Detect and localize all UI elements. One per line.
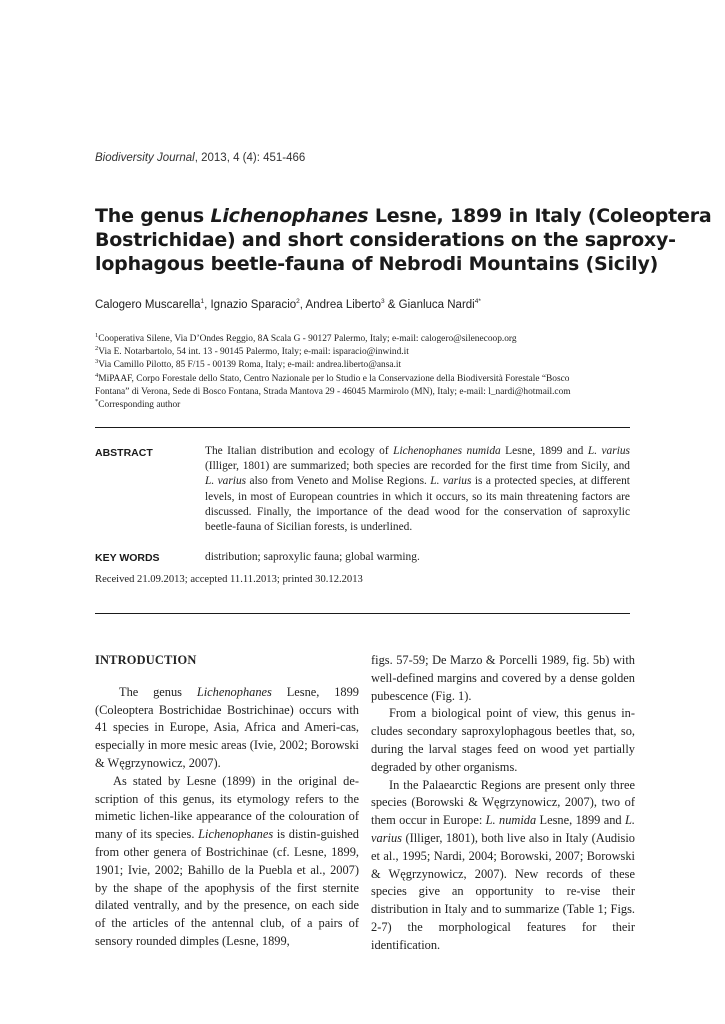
title-part: The genus (95, 205, 211, 227)
affiliation (95, 386, 640, 399)
species-name: L. varius (205, 475, 247, 488)
species-name: Lichenophanes numida (393, 445, 501, 457)
paragraph (371, 777, 635, 955)
paragraph (95, 773, 359, 951)
affil-text: Via Camillo Pilotto, 85 F/15 - 00139 Roma, Italy; e-mail: andrea.liberto@ansa.it (98, 360, 402, 371)
affil-mark: 1 (95, 331, 99, 339)
column-left (95, 652, 359, 951)
received-dates: Received 21.09.2013; accepted 11.11.2013; printed 30.12.2013 (95, 574, 363, 585)
affil-text: MiPAAF, Corpo Forestale dello Stato, Centro Nazionale per lo Studio e la Conservazione della Biodiversità Forestale “Bosco (98, 373, 570, 384)
affiliation (95, 373, 640, 386)
abstract-label: ABSTRACT (95, 447, 153, 459)
author-affil-mark: 3 (380, 298, 385, 306)
affil-mark: * (95, 397, 99, 405)
title-part: Lesne, 1899 in Italy (Coleoptera (368, 205, 712, 227)
title-line-3: lophagous beetle-fauna of Nebrodi Mountains (Sicily) (95, 253, 659, 275)
affiliation (95, 333, 640, 346)
author-list (95, 299, 481, 311)
affil-text: Corresponding author (98, 400, 181, 411)
species-name: L. varius (371, 813, 636, 845)
affil-mark: 4 (95, 371, 99, 379)
journal-volume: , 2013, 4 (4): 451-466 (194, 152, 306, 164)
species-name: L. numida (485, 813, 537, 828)
abstract-part: also from Veneto and Molise Regions. (246, 475, 431, 488)
abstract-part: The Italian distribution and ecology of (205, 445, 394, 457)
paragraph: figs. 57-59; De Marzo & Porcelli 1989, fig. 5b) with well-defined margins and covered by a dense golden pubescence (Fig. 1). (371, 653, 635, 703)
journal-citation (95, 152, 305, 164)
author: & Gianluca Nardi (384, 299, 475, 311)
affil-text: Cooperativa Silene, Via D’Ondes Reggio, 8A Scala G - 90127 Palermo, Italy; e-mail: calogero@silenecoop.org (98, 334, 517, 344)
species-name: L. varius (430, 475, 472, 488)
journal-name: Biodiversity Journal (95, 152, 195, 164)
paragraph (95, 684, 359, 773)
affil-text: Via E. Notarbartolo, 54 int. 13 - 90145 Palermo, Italy; e-mail: isparacio@inwind.it (98, 347, 409, 358)
text-part: The genus (119, 684, 197, 699)
affiliations (95, 333, 640, 412)
author: , Ignazio Sparacio (204, 299, 297, 311)
text-part: As stated by Lesne (1899) in the original de-scription of this genus, its etymology refers to the mimetic lichen-like appearance of the colouration of many of its species. (95, 773, 359, 842)
text-part: Lesne, 1899 and (536, 813, 626, 828)
author-affil-mark: 2 (296, 298, 300, 306)
abstract-text (205, 444, 630, 535)
corresponding-author-note (95, 399, 640, 412)
abstract-part: is a protected species, at different levels, in most of European countries in which it occurs, so its main threatening factors are discussed. Finally, the importance of the dead wood for the conservation of saproxylic beetle-fauna of Sicilian forests, is underlined. (205, 475, 630, 534)
abstract-part: (Illiger, 1801) are summarized; both species are recorded for the first time from Sicily, and (205, 460, 630, 473)
text-part: (Illiger, 1801), both live also in Italy (Audisio et al., 1995; Nardi, 2004; Borowski, 2007; Borowski & Węgrzynowicz, 2007). New records of these species give an opportunity to re-vise their distribution in Italy and to summarize (Table 1; Figs. 2-7) the morphological features for their identification. (371, 830, 635, 952)
affil-mark: 3 (95, 358, 99, 366)
author-affil-mark: 1 (200, 298, 205, 306)
text-part: In the Palaearctic Regions are present only three species (Borowski & Węgrzynowicz, 2007), two of them occur in Europe: (371, 777, 635, 828)
affil-mark: 2 (95, 345, 99, 353)
author: , Andrea Liberto (299, 299, 381, 311)
abstract-part: Lesne, 1899 and (500, 445, 588, 457)
paragraph: From a biological point of view, this genus in-cludes secondary saproxylophagous beetles that, so, during the larval stages feed on wood yet partially degraded by other organisms. (371, 706, 635, 774)
keywords-label: KEY WORDS (95, 552, 160, 564)
author-affil-mark: 4* (474, 298, 481, 306)
title-genus: Lichenophanes (210, 205, 369, 227)
affiliation (95, 346, 640, 359)
affiliation (95, 359, 640, 372)
text-part: Lesne, 1899 (Coleoptera Bostrichidae Bostrichinae) occurs with 41 species in Europe, Asia, Africa and Ameri-cas, especially in more mesic areas (Ivie, 2002; Borowski & Węgrzynowicz, 2007). (95, 684, 359, 770)
column-right (371, 652, 635, 955)
title-line-1 (95, 204, 712, 228)
genus-name: Lichenophanes (198, 827, 274, 842)
species-name: L. varius (587, 445, 630, 457)
genus-name: Lichenophanes (196, 684, 272, 699)
text-part: is distin-guished from other genera of Bostrichinae (cf. Lesne, 1899, 1901; Ivie, 2002; Bahillo de la Puebla et al., 2007) by the shape of the apophysis of the first sternite dilated ventrally, and by the presence, on each side of the articles of the antennal club, of a pairs of sensory rounded dimples (Lesne, 1899, (95, 827, 359, 948)
section-heading: INTRODUCTION (95, 653, 197, 667)
article-title (95, 204, 712, 276)
title-line-2: Bostrichidae) and short considerations on the saproxy- (95, 229, 676, 251)
bottom-divider (95, 613, 630, 614)
top-divider (95, 427, 630, 428)
affil-text: Fontana” di Verona, Sede di Bosco Fontana, Strada Mantova 29 - 46045 Marmirolo (MN), Italy; e-mail: l_nardi@hotmail.com (95, 386, 571, 397)
keywords-text: distribution; saproxylic fauna; global warming. (205, 551, 420, 563)
author: Calogero Muscarella (95, 299, 201, 311)
